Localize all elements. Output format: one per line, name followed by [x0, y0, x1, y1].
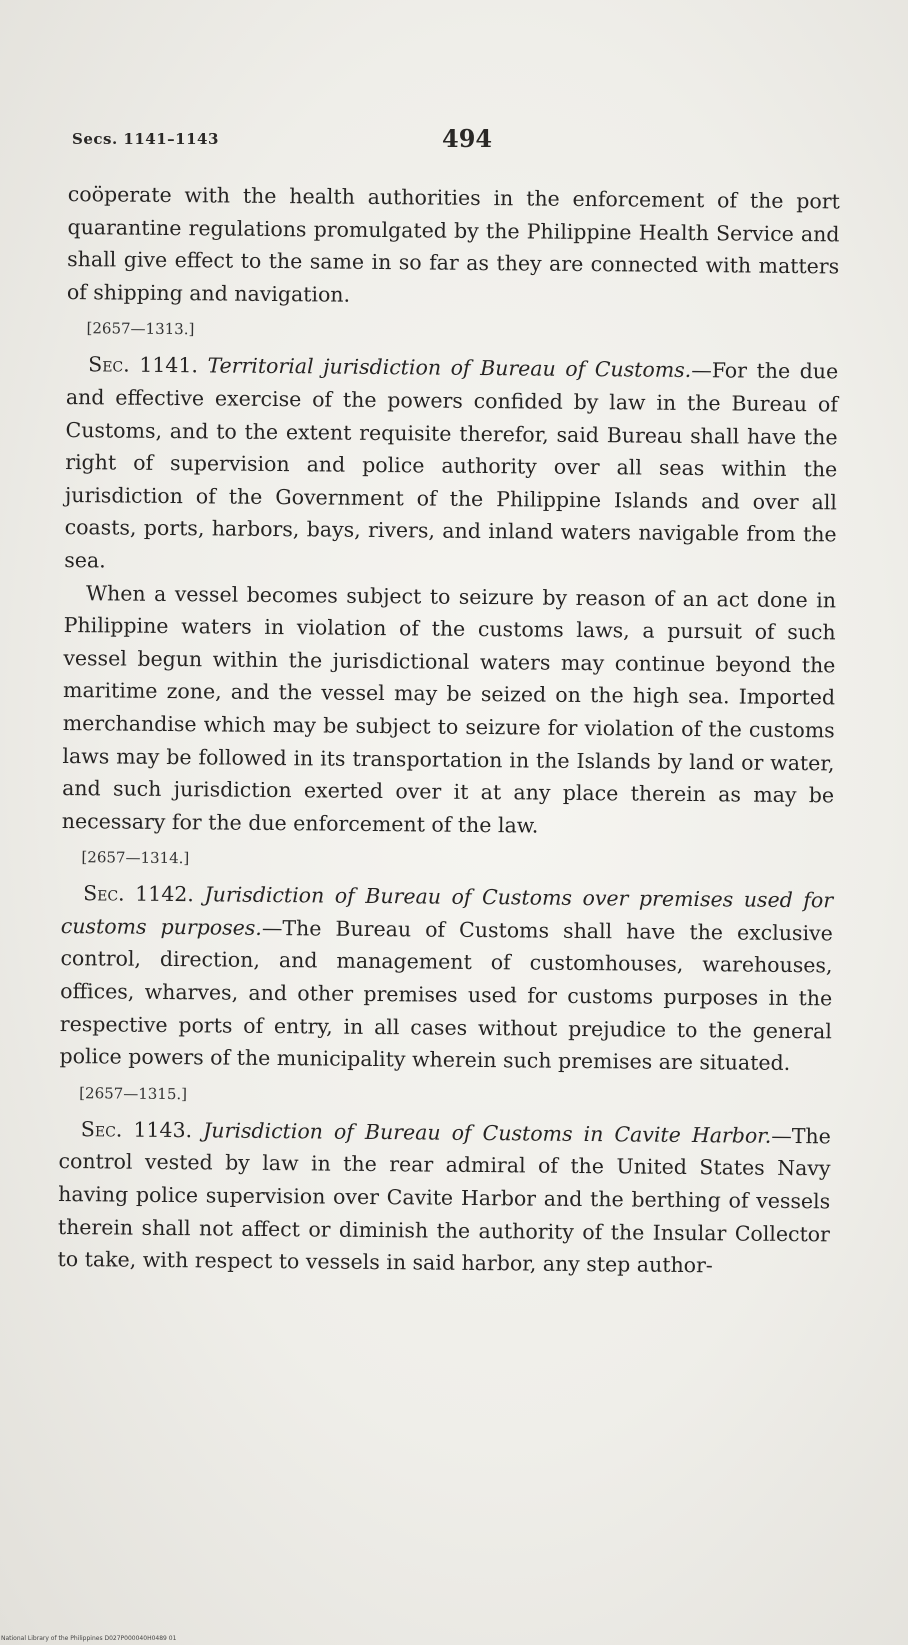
section-1141-label: Sec. 1141. [88, 352, 199, 378]
page-number: 494 [442, 124, 493, 153]
section-1143-paragraph [57, 1113, 831, 1283]
section-1141-citation: [2657—1313.] [86, 319, 195, 339]
section-1143-text: —The control vested by law in the rear admiral of the United States Navy having police supervision over Cavite Harbor and the berthing of vessels therein shall not affect or diminish the authority of the Insular Collector to take, with respect to vessels in said harbor, any step author- [57, 1123, 831, 1278]
section-range: Secs. 1141–1143 [72, 130, 219, 148]
scan-footer: National Library of the Philippines D027P000040H0489 01 [1, 1635, 177, 1642]
section-1141-title: Territorial jurisdiction of Bureau of Customs. [207, 353, 692, 383]
section-1141-text: —For the due and effective exercise of the powers confided by law in the Bureau of Customs, and to the extent requisite therefor, said Bureau shall have the right of supervision and police authority over all seas within the jurisdiction of the Government of the Philippine Islands and over all coasts, ports, harbors, bays, rivers, and inland waters navigable from the sea. [64, 358, 839, 573]
section-1142-label: Sec. 1142. [83, 881, 195, 907]
section-1142-citation: [2657—1314.] [81, 848, 190, 868]
section-1142-text: —The Bureau of Customs shall have the exclusive control, direction, and management of customhouses, warehouses, offices, wharves, and other premises used for customs purposes in the respective ports of entry, in all cases without prejudice to the general police powers of the municipality wherein such premises are situated. [59, 915, 833, 1076]
section-1142-paragraph [59, 877, 833, 1080]
section-1142-title: Jurisdiction of Bureau of Customs over premises used for customs purposes. [60, 882, 834, 940]
continuation-paragraph: coöperate with the health authorities in the enforcement of the port quarantine regulations promulgated by the Philippine Health Service and shall give effect to the same in so far as they are connected with matters of shipping and navigation. [66, 181, 840, 307]
section-1143-citation: [2657—1315.] [79, 1083, 188, 1104]
page-body [57, 178, 840, 1283]
section-1141-second-paragraph: When a vessel becomes subject to seizure by reason of an act done in Philippine waters in violation of the customs laws, a pursuit of such vessel begun within the jurisdictional waters may continue beyond the maritime zone, and the vessel may be seized on the high sea. Imported merchandise which may be subject to seizure for violation of the customs laws may be followed in its transportation in the Islands by land or water, and such jurisdiction exerted over it at any place therein as may be necessary for the due enforcement of the law. [61, 580, 837, 838]
section-1141-paragraph [64, 348, 838, 584]
page-header [72, 124, 832, 158]
section-1143-title: Jurisdiction of Bureau of Customs in Cavite Harbor. [203, 1118, 772, 1148]
section-1143-label: Sec. 1143. [80, 1117, 193, 1143]
